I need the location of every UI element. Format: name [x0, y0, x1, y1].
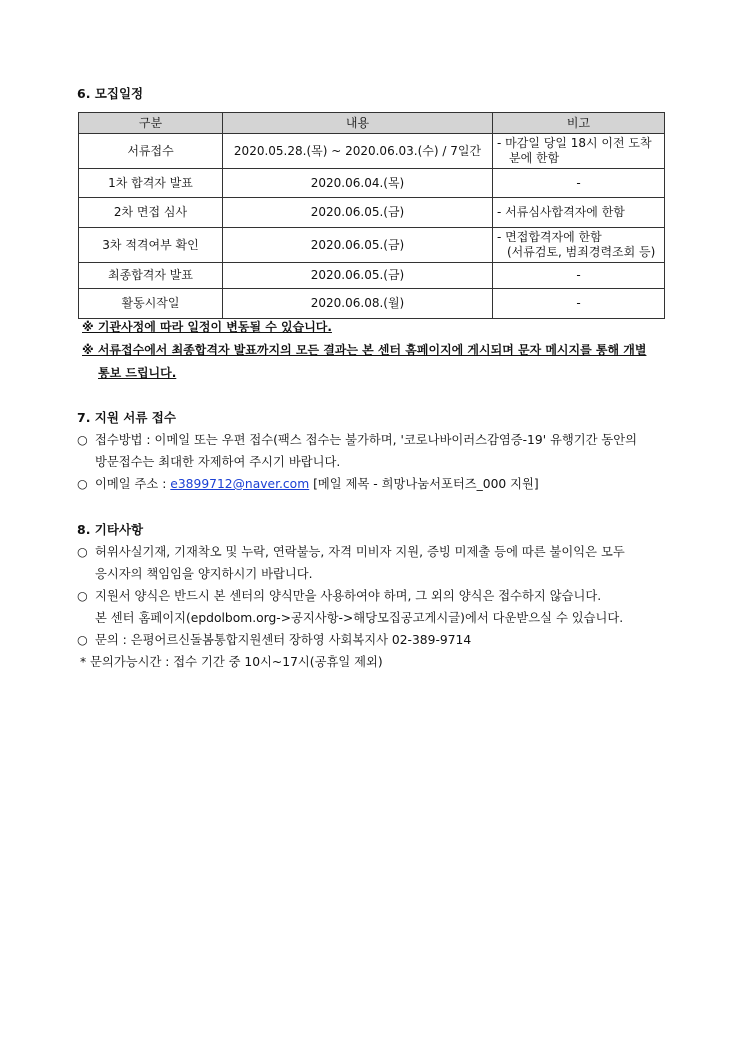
submission-method-line-1: 접수방법 : 이메일 또는 우편 접수(팩스 접수는 불가하며, '코로나바이러스감염증-19' 유행기간 동안의	[95, 433, 638, 447]
row-content: 2020.05.28.(목) ~ 2020.06.03.(수) / 7일간	[223, 134, 493, 169]
row-remarks: -	[493, 169, 665, 198]
remarks-line: 분에 한함	[509, 151, 560, 165]
row-category: 최종합격자 발표	[79, 263, 223, 289]
schedule-change-notice: ※ 기관사정에 따라 일정이 변동될 수 있습니다.	[82, 320, 332, 334]
header-category: 구분	[79, 113, 223, 134]
email-link[interactable]: e3899712@naver.com	[170, 477, 310, 491]
row-category: 서류접수	[79, 134, 223, 169]
table-row	[79, 198, 665, 228]
header-remarks: 비고	[493, 113, 665, 134]
table-row	[79, 289, 665, 319]
row-content: 2020.06.05.(금)	[223, 263, 493, 289]
row-category: 2차 면접 심사	[79, 198, 223, 228]
contact-line: 문의 : 은평어르신돌봄통합지원센터 장하영 사회복지사 02-389-9714	[95, 633, 472, 647]
disclaimer-line-2: 응시자의 책임임을 양지하시기 바랍니다.	[95, 567, 313, 581]
disclaimer-line-1: 허위사실기재, 기재착오 및 누락, 연락불능, 자격 미비자 지원, 증빙 미제출 등에 따른 불이익은 모두	[95, 545, 625, 559]
header-content: 내용	[223, 113, 493, 134]
table-row	[79, 228, 665, 263]
section-8-title: 8. 기타사항	[77, 522, 144, 537]
bullet-icon: ○	[77, 589, 88, 603]
email-label: 이메일 주소 :	[95, 477, 167, 491]
remarks-line: - 면접합격자에 한함	[497, 230, 602, 244]
row-remarks: -	[493, 263, 665, 289]
row-remarks	[493, 134, 665, 169]
bullet-icon: ○	[77, 633, 88, 647]
bullet-icon: ○	[77, 545, 88, 559]
row-content: 2020.06.08.(월)	[223, 289, 493, 319]
email-subject: [메일 제목 - 희망나눔서포터즈_000 지원]	[313, 477, 539, 491]
table-row	[79, 169, 665, 198]
row-content: 2020.06.04.(목)	[223, 169, 493, 198]
row-content: 2020.06.05.(금)	[223, 228, 493, 263]
schedule-table	[78, 112, 665, 319]
submission-method-line-2: 방문접수는 최대한 자제하여 주시기 바랍니다.	[95, 455, 341, 469]
results-notice-line-2: 통보 드립니다.	[98, 366, 177, 380]
contact-hours-line: * 문의가능시간 : 접수 기간 중 10시~17시(공휴일 제외)	[80, 655, 383, 669]
table-row	[79, 263, 665, 289]
results-notice-line-1: ※ 서류접수에서 최종합격자 발표까지의 모든 결과는 본 센터 홈페이지에 게시되며 문자 메시지를 통해 개별	[82, 343, 647, 357]
email-row	[95, 474, 539, 494]
row-remarks: -	[493, 289, 665, 319]
row-remarks: - 서류심사합격자에 한함	[493, 198, 665, 228]
form-notice-line-2: 본 센터 홈페이지(epdolbom.org->공지사항->해당모집공고게시글)에서 다운받으실 수 있습니다.	[95, 611, 624, 625]
row-category: 활동시작일	[79, 289, 223, 319]
form-notice-line-1: 지원서 양식은 반드시 본 센터의 양식만을 사용하여야 하며, 그 외의 양식은 접수하지 않습니다.	[95, 589, 602, 603]
table-row	[79, 134, 665, 169]
section-6-title: 6. 모집일정	[77, 86, 144, 101]
remarks-line: (서류검토, 범죄경력조회 등)	[507, 245, 656, 259]
remarks-line: - 마감일 당일 18시 이전 도착	[497, 136, 652, 150]
row-category: 1차 합격자 발표	[79, 169, 223, 198]
bullet-icon: ○	[77, 433, 88, 447]
table-header-row	[79, 113, 665, 134]
section-7-title: 7. 지원 서류 접수	[77, 410, 176, 425]
row-content: 2020.06.05.(금)	[223, 198, 493, 228]
row-category: 3차 적격여부 확인	[79, 228, 223, 263]
bullet-icon: ○	[77, 477, 88, 491]
row-remarks	[493, 228, 665, 263]
